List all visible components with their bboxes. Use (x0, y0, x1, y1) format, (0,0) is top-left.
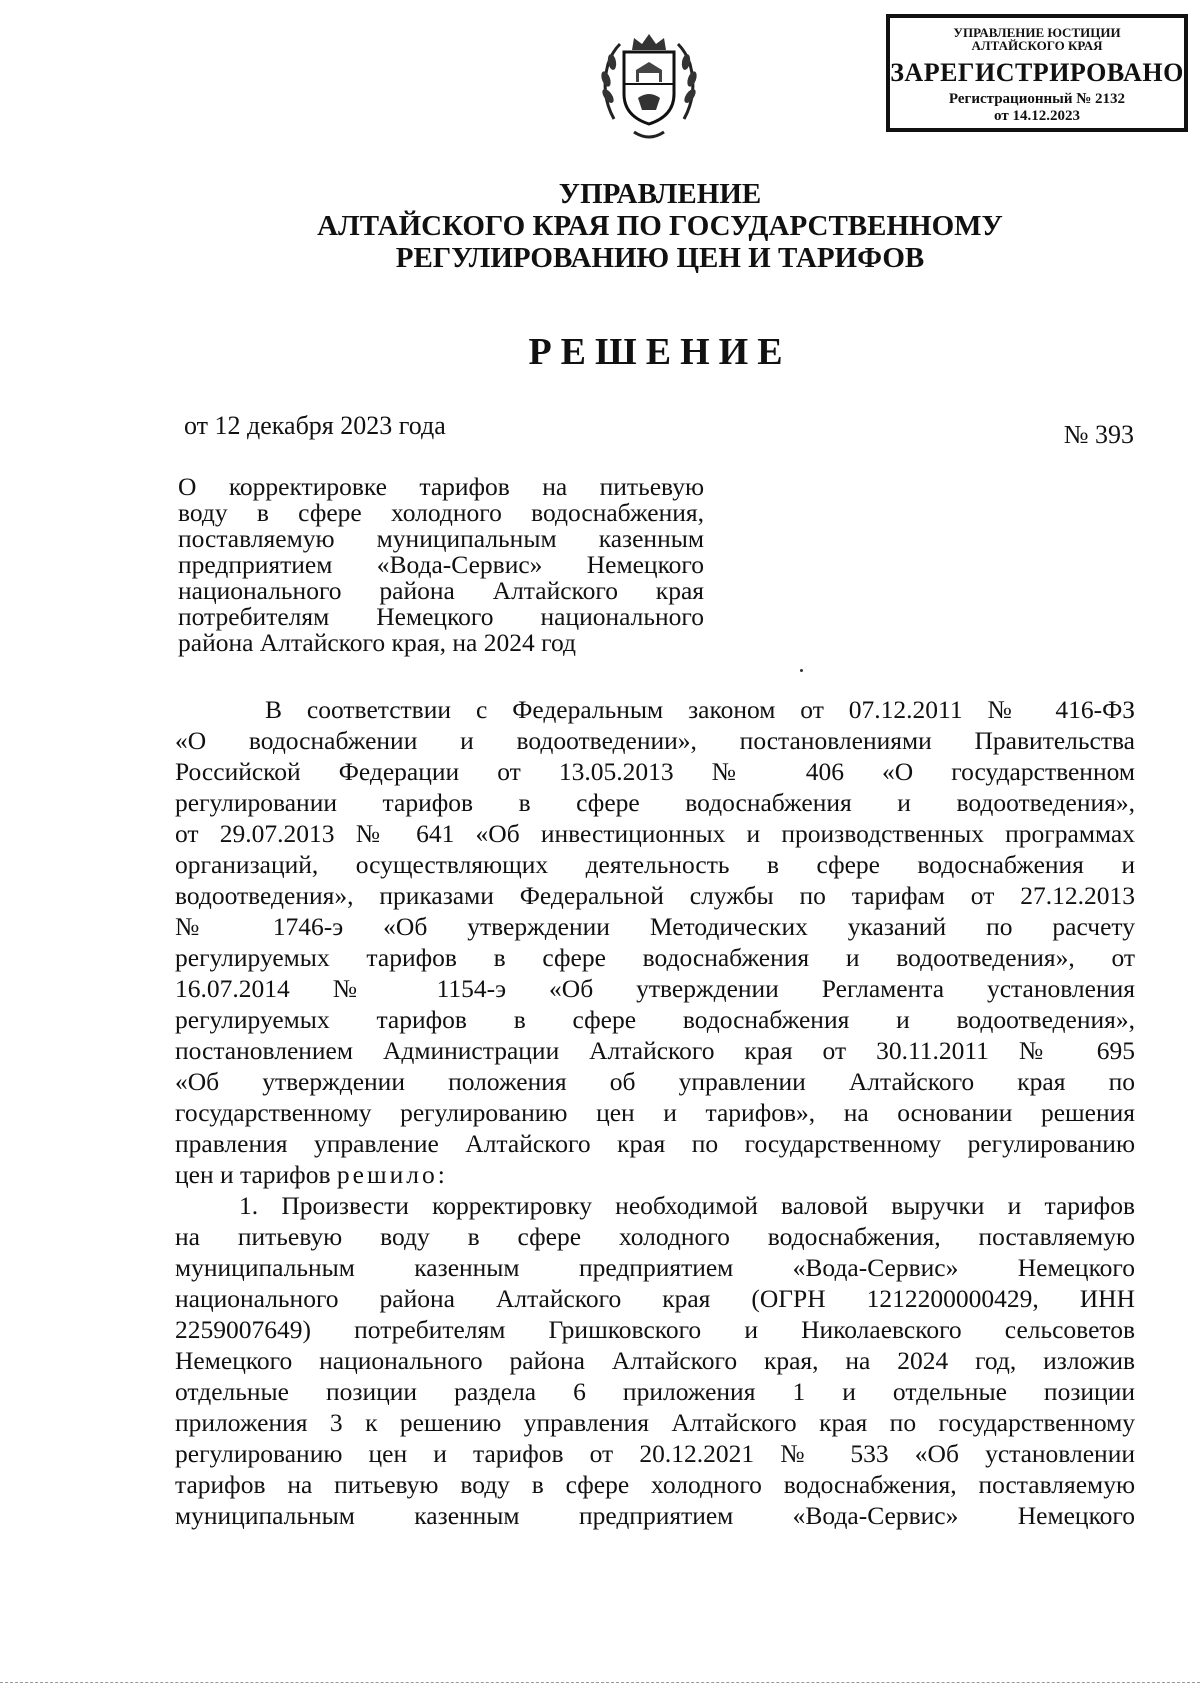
body-line: регулируемых тарифов в сфере водоснабжения и водоотведения», (175, 1005, 1135, 1034)
body-line: Российской Федерации от 13.05.2013 № 406 «О государственном (175, 757, 1135, 786)
item1-line: национального района Алтайского края (ОГРН 1212200000429, ИНН (175, 1284, 1135, 1313)
document-subject (178, 474, 704, 656)
body-line: организаций, осуществляющих деятельность в сфере водоснабжения и (175, 850, 1135, 879)
agency-line-2: АЛТАЙСКОГО КРАЯ ПО ГОСУДАРСТВЕННОМУ (317, 210, 1003, 242)
item1-line: приложения 3 к решению управления Алтайского края по государственному (175, 1408, 1135, 1437)
subject-line: национального района Алтайского края (178, 576, 704, 605)
registration-stamp (886, 14, 1188, 132)
agency-line-3: РЕГУЛИРОВАНИЮ ЦЕН И ТАРИФОВ (395, 242, 925, 274)
item1-line: муниципальным казенным предприятием «Вода-Сервис» Немецкого (175, 1501, 1135, 1530)
document-type: РЕШЕНИЕ (528, 331, 792, 373)
stamp-reg-date: от 14.12.2023 (994, 108, 1080, 124)
subject-line: района Алтайского края, на 2024 год (178, 628, 576, 657)
body-line: регулируемых тарифов в сфере водоснабжения и водоотведения», от (175, 943, 1135, 972)
body-line: водоотведения», приказами Федеральной службы по тарифам от 27.12.2013 (175, 881, 1135, 910)
subject-line: воду в сфере холодного водоснабжения, (178, 498, 704, 527)
coat-of-arms-icon (594, 24, 704, 149)
body-line: от 29.07.2013 № 641 «Об инвестиционных и производственных программах (175, 819, 1135, 848)
scan-speck (800, 669, 803, 672)
stamp-line-1: УПРАВЛЕНИЕ ЮСТИЦИИ (953, 25, 1121, 40)
subject-line: предприятием «Вода-Сервис» Немецкого (178, 550, 704, 579)
item1-line: муниципальным казенным предприятием «Вода-Сервис» Немецкого (175, 1253, 1135, 1282)
body-line: правления управление Алтайского края по государственному регулированию (175, 1129, 1135, 1158)
resolution-word: решило: (336, 1160, 448, 1189)
resolution-prefix: цен и тарифов (175, 1160, 337, 1189)
stamp-status: ЗАРЕГИСТРИРОВАНО (890, 58, 1184, 87)
body-line: В соответствии с Федеральным законом от 07.12.2011 № 416-ФЗ (265, 695, 1135, 724)
item1-line: на питьевую воду в сфере холодного водоснабжения, поставляемую (175, 1222, 1135, 1251)
body-line: «О водоснабжении и водоотведении», постановлениями Правительства (175, 726, 1135, 755)
item1-line: 2259007649) потребителям Гришковского и Николаевского сельсоветов (175, 1315, 1135, 1344)
item1-line: тарифов на питьевую воду в сфере холодного водоснабжения, поставляемую (175, 1470, 1135, 1499)
agency-line-1: УПРАВЛЕНИЕ (558, 178, 762, 210)
document-date: от 12 декабря 2023 года (184, 411, 446, 440)
item1-line: 1. Произвести корректировку необходимой валовой выручки и тарифов (239, 1191, 1135, 1220)
stamp-line-2: АЛТАЙСКОГО КРАЯ (971, 38, 1103, 53)
body-line: «Об утверждении положения об управлении Алтайского края по (175, 1067, 1135, 1096)
body-line: 16.07.2014 № 1154-э «Об утверждении Регламента установления (175, 974, 1135, 1003)
document-number: № 393 (1063, 420, 1134, 449)
body-line: государственному регулированию цен и тарифов», на основании решения (175, 1098, 1135, 1127)
item1-line: Немецкого национального района Алтайского края, на 2024 год, изложив (175, 1346, 1135, 1375)
body-line: постановлением Администрации Алтайского края от 30.11.2011 № 695 (175, 1036, 1135, 1065)
item1-line: регулированию цен и тарифов от 20.12.2021 № 533 «Об установлении (175, 1439, 1135, 1468)
subject-line: поставляемую муниципальным казенным (178, 524, 704, 553)
agency-title (200, 178, 1120, 274)
document-body (175, 694, 1135, 1531)
stamp-reg-number: Регистрационный № 2132 (948, 91, 1126, 107)
body-line-resolution (175, 1159, 1135, 1190)
subject-line: О корректировке тарифов на питьевую (178, 472, 704, 501)
body-line: № 1746-э «Об утверждении Методических указаний по расчету (175, 912, 1135, 941)
subject-line: потребителям Немецкого национального (178, 602, 704, 631)
scan-edge-line (0, 1682, 1200, 1684)
item1-line: отдельные позиции раздела 6 приложения 1 и отдельные позиции (175, 1377, 1135, 1406)
body-line: регулировании тарифов в сфере водоснабжения и водоотведения», (175, 788, 1135, 817)
